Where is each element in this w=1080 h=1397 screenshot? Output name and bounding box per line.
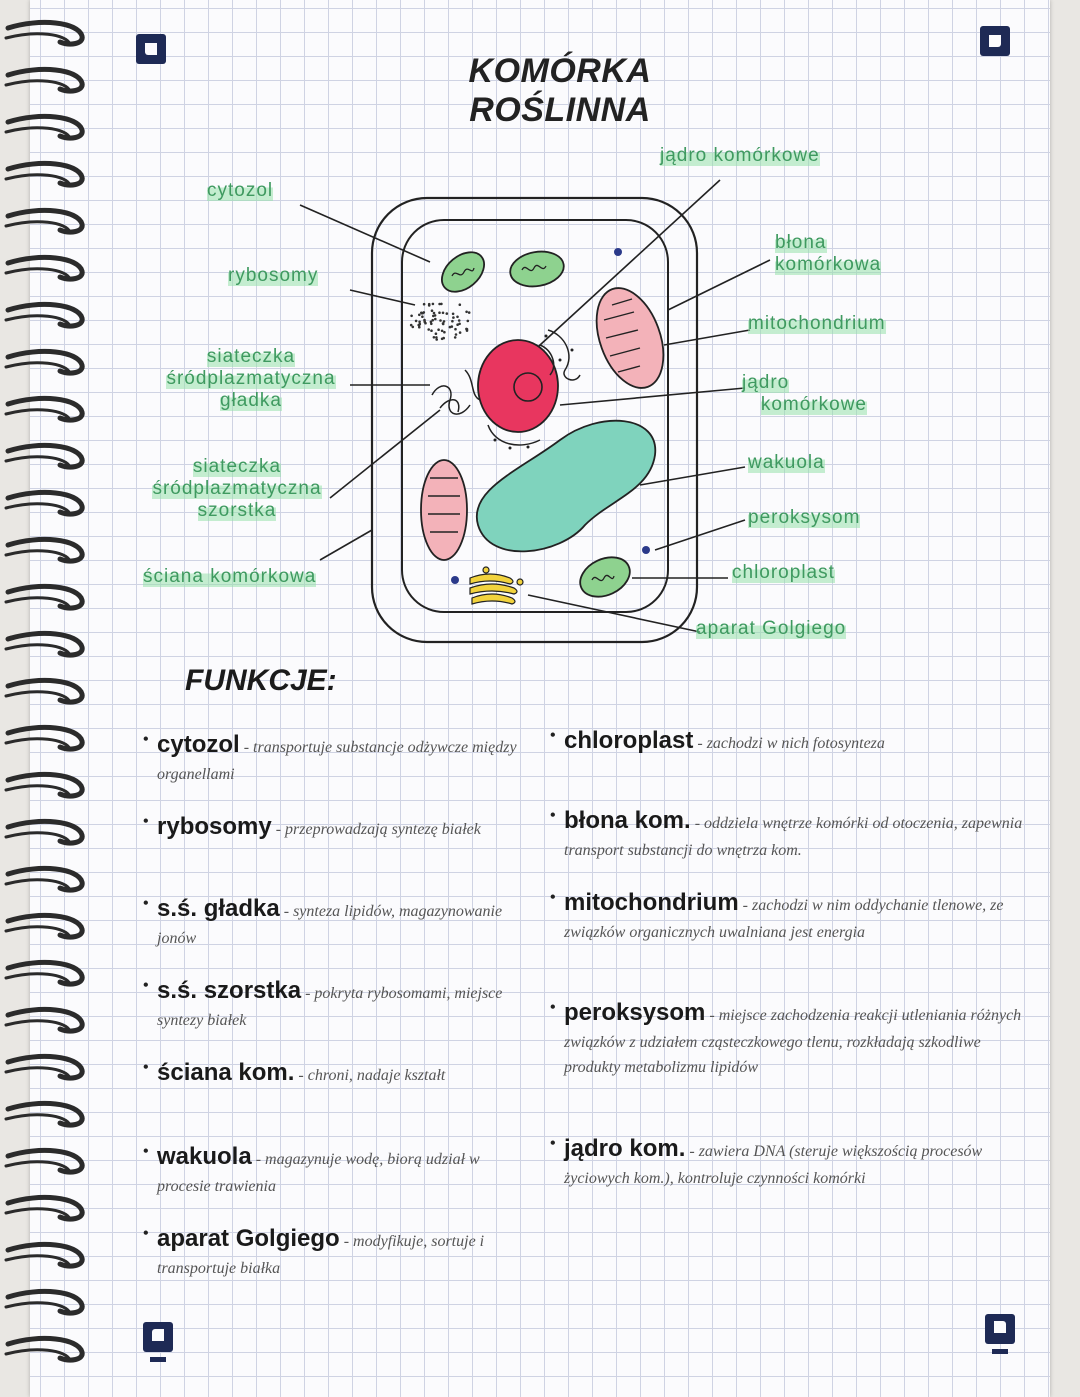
ribosome-dot (456, 316, 459, 319)
ribosomes (410, 303, 471, 341)
ribosome-dot (454, 328, 457, 331)
nucleus (478, 340, 558, 432)
ribosome-dot (452, 313, 455, 316)
ribosome-dot (458, 319, 461, 322)
label-rybosomy: rybosomy (228, 265, 319, 286)
ribosome-dot (418, 321, 421, 324)
ribosome-dot (438, 311, 441, 314)
function-cytozol: • cytozol - transportuje substancje odżywcze między organellami (143, 731, 517, 784)
label-golgi: aparat Golgiego (696, 618, 847, 639)
ribosome-dot (455, 333, 458, 336)
label-jadro-right: jądro komórkowe (742, 372, 867, 415)
ribosome-dot (441, 330, 444, 333)
ribosome-dot (431, 319, 434, 322)
ribosome-dot (433, 312, 436, 315)
label-peroksysom: peroksysom (748, 507, 861, 528)
ribosome-dot (433, 336, 436, 339)
function-blona: • błona kom. - oddziela wnętrze komórki od otoczenia, zapewnia transport substancji do wnętrza kom. (550, 807, 1023, 860)
ribosome-dot (442, 312, 445, 315)
ribosome-dot (438, 303, 441, 306)
chloroplast-3 (574, 550, 636, 605)
label-cytozol: cytozol (207, 180, 274, 201)
ribosome-dot (449, 326, 452, 329)
function-ss-szorstka: • s.ś. szorstka - pokryta rybosomami, miejsce syntezy białek (143, 977, 503, 1030)
corner-bar-bottom-right (992, 1349, 1008, 1354)
function-golgi: • aparat Golgiego - modyfikuje, sortuje i transportuje białka (143, 1225, 485, 1278)
peroxisome-3 (451, 576, 459, 584)
ribosome-dot (452, 316, 455, 319)
ribosome-dot (434, 318, 437, 321)
peroxisome-1 (614, 248, 622, 256)
ribosome-dot (423, 321, 426, 324)
label-sciana: ściana komórkowa (143, 566, 317, 587)
ribosome-dot (410, 315, 413, 318)
ribosome-dot (456, 323, 459, 326)
function-rybosomy: • rybosomy - przeprowadzają syntezę białek (143, 813, 481, 840)
smooth-er (432, 370, 480, 414)
mitochondrium-2 (421, 460, 467, 560)
ribosome-dot (468, 311, 471, 314)
functions-heading: FUNKCJE: (185, 664, 337, 697)
label-ss-gladka: siateczka śródplazmatyczna gładka (166, 346, 336, 411)
ribosome-dot (418, 314, 421, 317)
label-ss-szorstka: siateczka śródplazmatyczna szorstka (152, 456, 322, 521)
function-chloroplast: • chloroplast - zachodzi w nich fotosynteza (550, 727, 885, 754)
ribosome-dot (410, 324, 413, 327)
ribosome-dot (428, 303, 431, 306)
ribosome-dot (459, 303, 462, 306)
function-sciana: • ściana kom. - chroni, nadaje kształt (143, 1059, 446, 1086)
function-wakuola: • wakuola - magazynuje wodę, biorą udział w procesie trawienia (143, 1143, 480, 1196)
ribosome-dot (430, 323, 433, 326)
ribosome-dot (421, 315, 424, 318)
corner-bar-bottom-left (150, 1357, 166, 1362)
ribosome-dot (465, 311, 468, 314)
vacuole (477, 421, 656, 552)
corner-marker-bottom-right (985, 1314, 1015, 1344)
ribosome-dot (435, 338, 438, 341)
ribosome-dot (432, 315, 435, 318)
ribosome-dot (420, 312, 423, 315)
ribosome-dot (443, 320, 446, 323)
ribosome-dot (442, 337, 445, 340)
ribosome-dot (439, 319, 442, 322)
corner-marker-bottom-left (143, 1322, 173, 1352)
chloroplast-1 (434, 244, 491, 299)
golgi-apparatus (470, 567, 523, 604)
label-blona: błona komórkowa (775, 232, 882, 275)
function-peroksysom: • peroksysom - miejsce zachodzenia reakcji utleniania różnych związków z udziałem cząsteczkowego tlenu, rozkładają szkodliwe produkty metabolizmu lipidów (550, 999, 1022, 1076)
ribosome-dot (427, 328, 430, 331)
ribosome-dot (443, 331, 446, 334)
mitochondrium-1 (584, 279, 676, 397)
label-mitochondrium: mitochondrium (748, 313, 886, 334)
page-title: KOMÓRKA ROŚLINNA (468, 52, 652, 129)
ribosome-dot (431, 309, 434, 312)
label-jadro-top: jądro komórkowe (660, 145, 820, 166)
label-wakuola: wakuola (748, 452, 825, 473)
ribosome-dot (419, 323, 422, 326)
ribosome-dot (437, 328, 440, 331)
ribosome-dot (432, 303, 435, 306)
ribosome-dot (435, 332, 438, 335)
chloroplast-2 (507, 248, 566, 291)
function-mitochondrium: • mitochondrium - zachodzi w nim oddychanie tlenowe, ze związków organicznych uwalniana jest energia (550, 889, 1004, 942)
ribosome-dot (454, 336, 457, 339)
label-chloroplast: chloroplast (732, 562, 835, 583)
ribosome-dot (415, 320, 418, 323)
function-jadro: • jądro kom. - zawiera DNA (steruje większością procesów życiowych kom.), kontroluje czynności komórki (550, 1135, 983, 1188)
ribosome-dot (446, 312, 449, 315)
ribosome-dot (451, 320, 454, 323)
ribosome-dot (466, 329, 469, 332)
ribosome-dot (430, 329, 433, 332)
ribosome-dot (467, 320, 470, 323)
peroxisome-2 (642, 546, 650, 554)
ribosome-dot (459, 331, 462, 334)
function-ss-gladka: • s.ś. gładka - synteza lipidów, magazynowanie jonów (143, 895, 503, 948)
ribosome-dot (423, 303, 426, 306)
